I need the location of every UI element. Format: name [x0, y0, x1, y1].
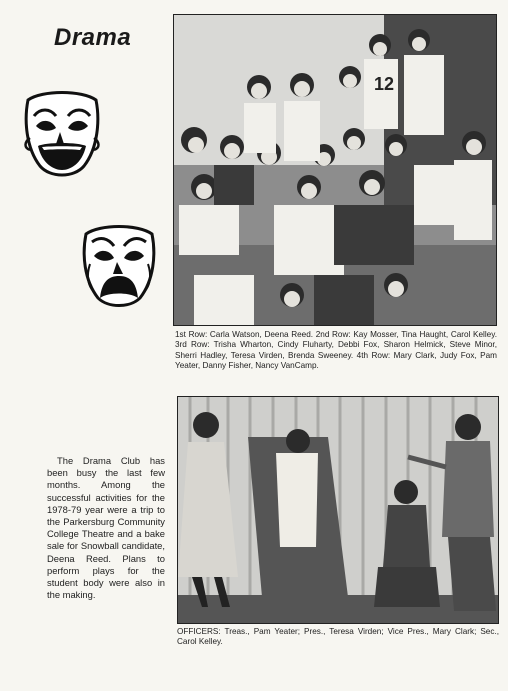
- article-body: The Drama Club has been busy the last few months. Among the successful activities for the 1978-79 year were a trip to the Parkersburg Community College Theatre and a bake sale for Snowball candidate, Deena Reed. Plans to perform plays for the student body were also in the making.: [47, 455, 165, 601]
- svg-text:12: 12: [374, 74, 395, 94]
- officers-photo: [177, 396, 499, 624]
- page-title: Drama: [54, 24, 132, 51]
- officers-photo-caption: OFFICERS: Treas., Pam Yeater; Pres., Teresa Virden; Vice Pres., Mary Clark; Sec., Carol Kelley.: [177, 627, 499, 647]
- comedy-mask-icon: [20, 86, 104, 187]
- group-photo-caption: 1st Row: Carla Watson, Deena Reed. 2nd Row: Kay Mosser, Tina Haught, Carol Kelley. 3rd Row: Trisha Wharton, Cindy Fluharty, Debbi Fox, Sharon Helmick, Steve Minor, Sherri Hadley, Teresa Virden, Brenda Sweeney. 4th Row: Mary Clark, Judy Fox, Pam Yeater, Danny Fisher, Nancy VanCamp.: [175, 330, 497, 371]
- group-photo: [173, 14, 497, 326]
- tragedy-mask-icon: [78, 218, 160, 317]
